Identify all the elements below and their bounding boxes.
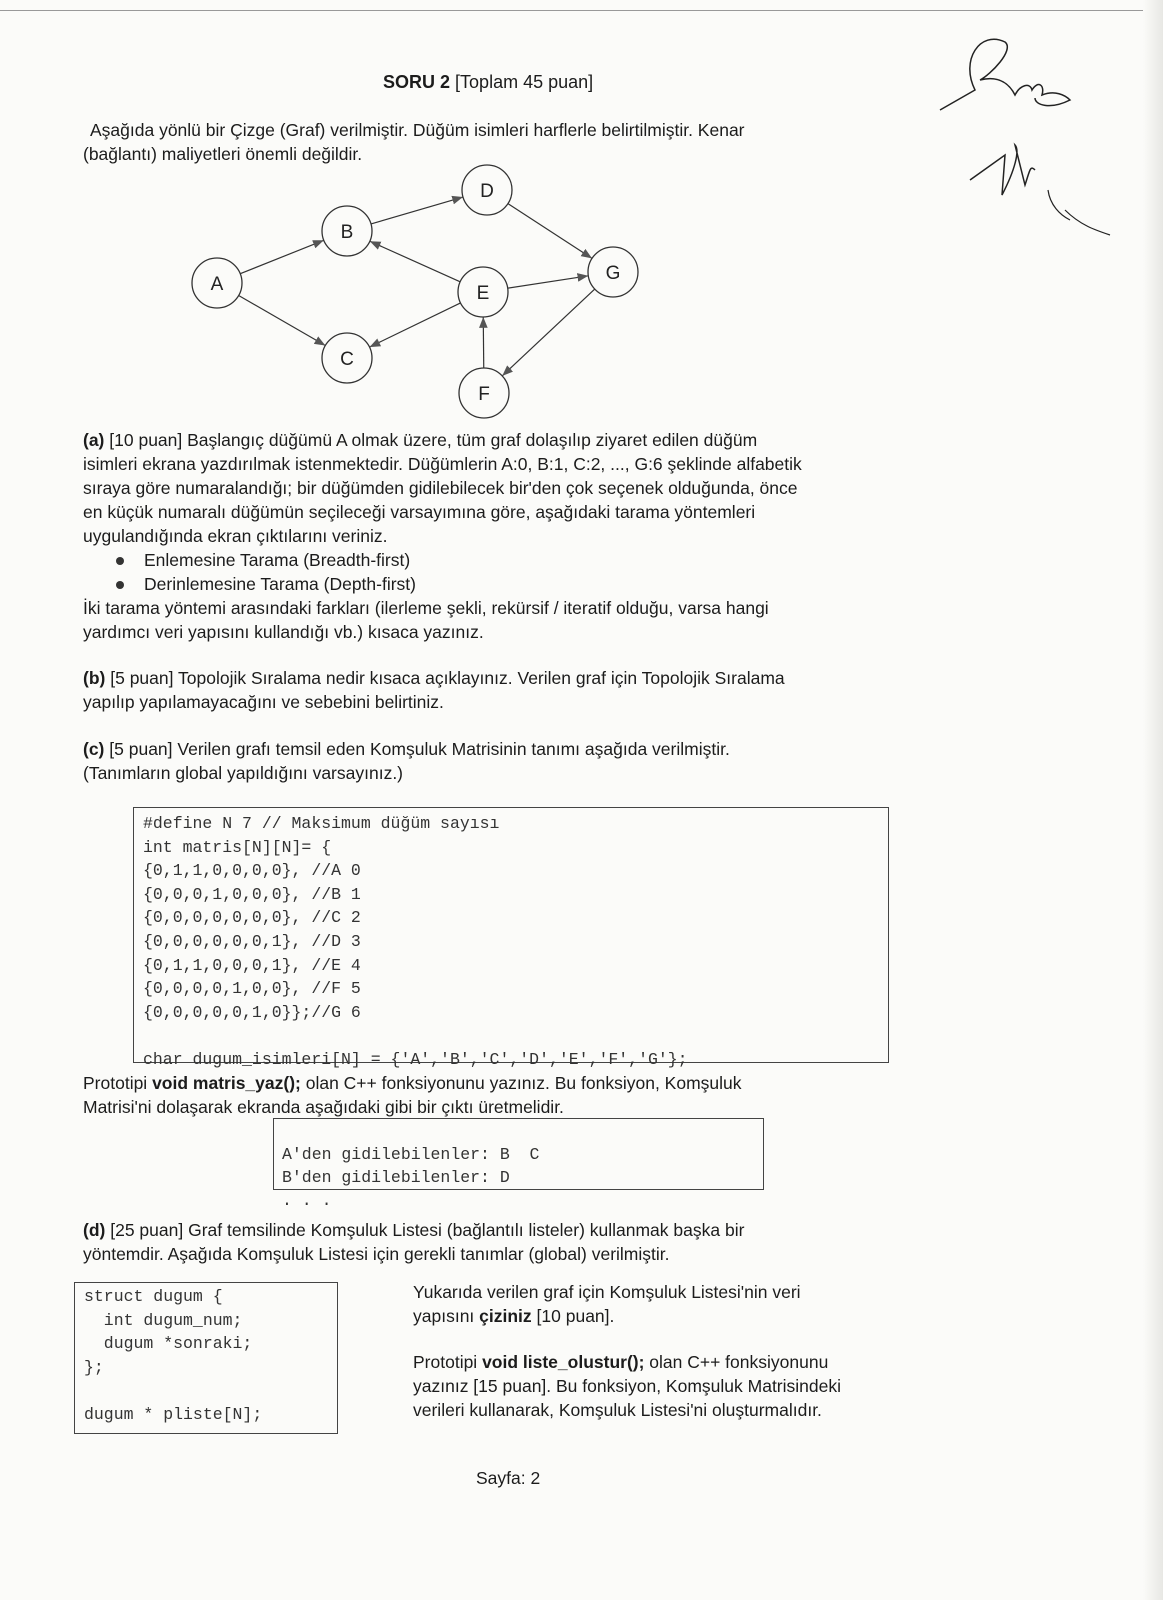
node-label: E	[476, 283, 490, 304]
output-line: B'den gidilebilenler: D	[282, 1168, 510, 1187]
bullet-item: Enlemesine Tarama (Breadth-first)	[116, 550, 410, 571]
part-b-line: (b) [5 puan] Topolojik Sıralama nedir kısaca açıklayınız. Verilen graf için Topolojik Sıralama	[83, 668, 785, 688]
matris-yaz-prompt: Prototipi void matris_yaz(); olan C++ fonksiyonunu yazınız. Bu fonksiyon, Komşuluk	[83, 1073, 742, 1093]
intro-line: Aşağıda yönlü bir Çizge (Graf) verilmiştir. Düğüm isimleri harflerle belirtilmiştir. Kenar	[90, 120, 745, 140]
bullet-icon	[116, 581, 124, 589]
part-d-task1: Yukarıda verilen graf için Komşuluk Listesi'nin veri	[413, 1282, 801, 1302]
edge-A-B	[240, 240, 324, 273]
edge-D-G	[508, 204, 592, 259]
code-line: {0,1,1,0,0,0,1}, //E 4	[143, 955, 361, 975]
directed-graph	[0, 0, 1163, 440]
bullet-icon	[116, 557, 124, 565]
edge-E-G	[508, 276, 589, 288]
edge-G-F	[502, 289, 595, 376]
code-line	[143, 1024, 688, 1048]
part-d-label: (d)	[83, 1220, 106, 1240]
edge-A-C	[239, 295, 326, 345]
node-label: A	[210, 274, 224, 295]
node-label: B	[340, 222, 354, 243]
part-d-task2: yazınız [15 puan]. Bu fonksiyon, Komşuluk Matrisindeki	[413, 1376, 841, 1396]
title-points: [Toplam 45 puan]	[455, 72, 594, 92]
code-line	[84, 1379, 262, 1403]
edge-E-B	[370, 241, 460, 282]
code-line: int dugum_num;	[84, 1310, 243, 1330]
part-a-line: İki tarama yöntemi arasındaki farkları (ilerleme şekli, rekürsif / iteratif olduğu, varsa hangi	[83, 598, 769, 618]
bullet-item: Derinlemesine Tarama (Depth-first)	[116, 574, 416, 595]
adjacency-matrix-code-box	[133, 807, 889, 1069]
part-a-line: (a) [10 puan] Başlangıç düğümü A olmak üzere, tüm graf dolaşılıp ziyaret edilen düğüm	[83, 430, 758, 450]
code-line: {0,0,0,0,0,0,1}, //D 3	[143, 931, 361, 951]
function-prototype: void matris_yaz();	[152, 1073, 301, 1093]
code-line: };	[84, 1357, 104, 1377]
part-b-line: yapılıp yapılamayacağını ve sebebini belirtiniz.	[83, 692, 444, 712]
code-line: char dugum_isimleri[N] = {'A','B','C','D','E','F','G'};	[143, 1049, 688, 1069]
code-line: #define N 7 // Maksimum düğüm sayısı	[143, 814, 500, 833]
edge-E-C	[369, 303, 460, 347]
part-a-line: isimleri ekrana yazdırılmak istenmektedir. Düğümlerin A:0, B:1, C:2, ..., G:6 şeklinde alfabetik	[83, 454, 802, 474]
struct-code-box	[74, 1282, 338, 1434]
part-b-label: (b)	[83, 668, 106, 688]
code-line: {0,0,0,0,0,0,0}, //C 2	[143, 908, 361, 928]
code-line: dugum * pliste[N];	[84, 1404, 263, 1424]
part-d-line: yöntemdir. Aşağıda Komşuluk Listesi için gerekli tanımlar (global) verilmiştir.	[83, 1244, 670, 1264]
node-label: C	[340, 349, 354, 370]
part-d-task1: yapısını çiziniz [10 puan].	[413, 1306, 615, 1326]
page-number: Sayfa: 2	[476, 1468, 541, 1488]
code-line: int matris[N][N]= {	[143, 837, 332, 857]
edge-F-E	[483, 317, 484, 368]
code-line: {0,0,0,0,0,1,0}};//G 6	[143, 1002, 361, 1022]
intro-line: (bağlantı) maliyetleri önemli değildir.	[83, 144, 363, 164]
expected-output-box	[273, 1118, 764, 1210]
node-label: F	[478, 384, 490, 405]
part-a-line: uygulandığında ekran çıktılarını veriniz.	[83, 526, 388, 546]
code-line: struct dugum {	[84, 1287, 223, 1306]
output-line: . . .	[282, 1191, 332, 1210]
title-bold: SORU 2	[383, 72, 451, 92]
edge-B-D	[371, 197, 463, 224]
code-line: dugum *sonraki;	[84, 1334, 253, 1353]
code-line: {0,1,1,0,0,0,0}, //A 0	[143, 861, 361, 881]
part-c-label: (c)	[83, 739, 105, 759]
part-d-task2: verileri kullanarak, Komşuluk Listesi'ni oluşturmalıdır.	[413, 1400, 822, 1420]
code-line: {0,0,0,0,1,0,0}, //F 5	[143, 979, 361, 999]
function-prototype: void liste_olustur();	[482, 1352, 645, 1372]
part-d-line: (d) [25 puan] Graf temsilinde Komşuluk Listesi (bağlantılı listeler) kullanmak başka bir	[83, 1220, 745, 1240]
output-line: A'den gidilebilenler: B C	[282, 1145, 540, 1164]
matris-yaz-prompt-line2: Matrisi'ni dolaşarak ekranda aşağıdaki gibi bir çıktı üretmelidir.	[83, 1097, 564, 1117]
part-a-label: (a)	[83, 430, 105, 450]
part-a-line: yardımcı veri yapısını kullandığı vb.) kısaca yazınız.	[83, 622, 484, 642]
code-line: {0,0,0,1,0,0,0}, //B 1	[143, 884, 361, 904]
node-label: D	[480, 181, 494, 202]
part-c-line: (c) [5 puan] Verilen grafı temsil eden Komşuluk Matrisinin tanımı aşağıda verilmiştir.	[83, 739, 730, 759]
part-c-line: (Tanımların global yapıldığını varsayınız.)	[83, 763, 404, 783]
part-a-line: en küçük numaralı düğümün seçileceği varsayımına göre, aşağıdaki tarama yöntemleri	[83, 502, 756, 522]
part-a-line: sıraya göre numaralandığı; bir düğümden gidilebilecek bir'den çok seçenek olduğunda, önce	[83, 478, 798, 498]
part-d-task2: Prototipi void liste_olustur(); olan C++ fonksiyonunu	[413, 1352, 829, 1372]
node-label: G	[605, 263, 621, 284]
